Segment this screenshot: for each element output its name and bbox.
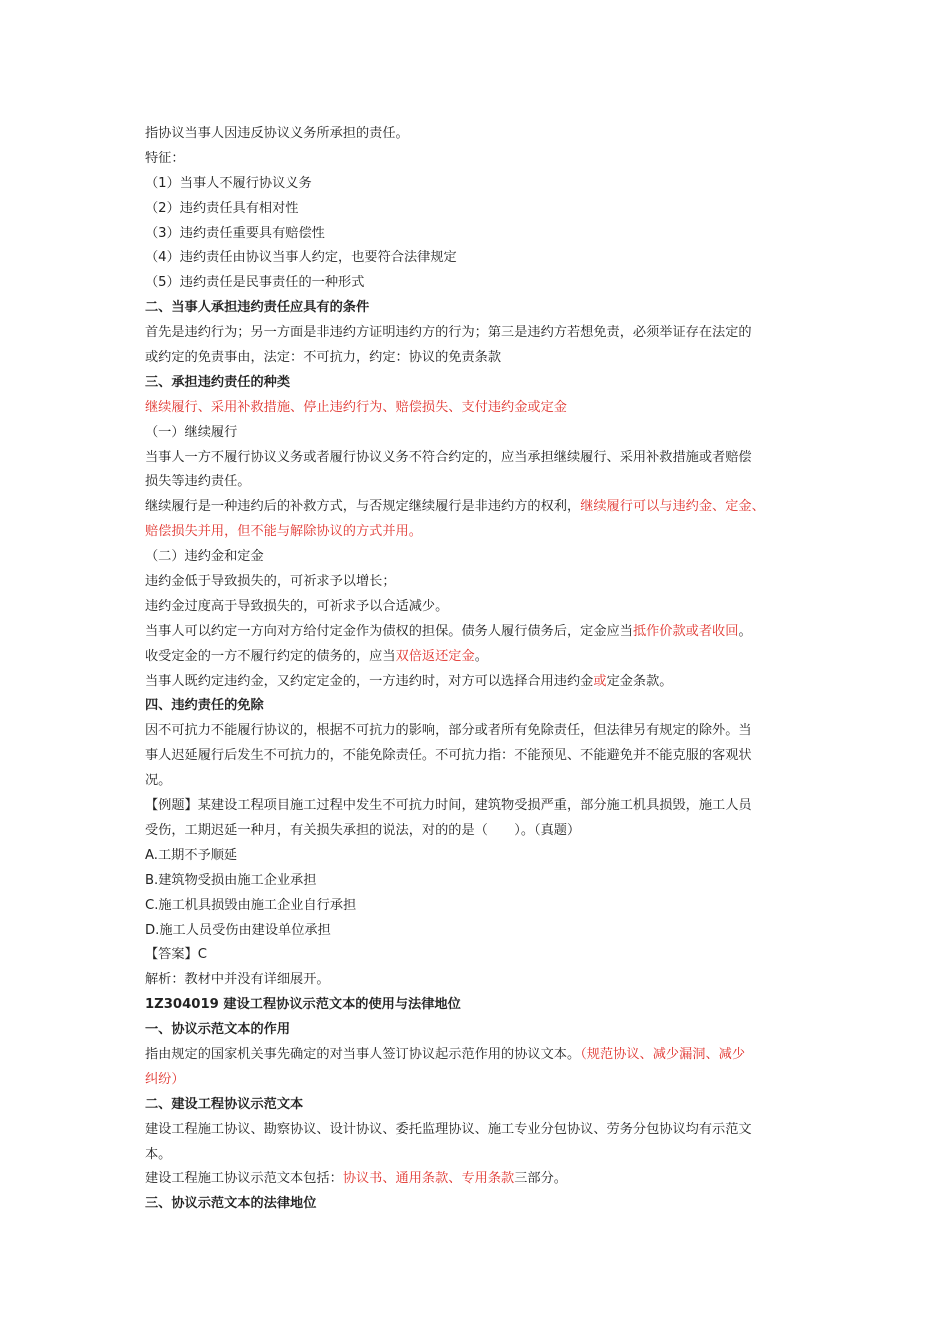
- paragraph: 首先是违约行为；另一方面是非违约方证明违约方的行为；第三是违约方若想免责，必须举证存在法定的: [145, 325, 752, 341]
- answer: 【答案】C: [145, 947, 207, 963]
- text-span: 当事人既约定违约金，又约定定金的，一方违约时，对方可以选择合用违约金: [145, 673, 594, 689]
- list-item: （5）违约责任是民事责任的一种形式: [145, 275, 365, 291]
- answer-option: A.工期不予顺延: [145, 847, 238, 863]
- list-item: （2）违约责任具有相对性: [145, 200, 299, 216]
- paragraph: 因不可抗力不能履行协议的，根据不可抗力的影响，部分或者所有免除责任，但法律另有规定的除外。当: [145, 723, 752, 739]
- answer-option: D.施工人员受伤由建设单位承担: [145, 922, 331, 938]
- subheading: （二）违约金和定金: [145, 549, 264, 565]
- text-span: 继续履行是一种违约后的补救方式，与否规定继续履行是非违约方的权利，: [145, 499, 581, 515]
- list-item: （3）违约责任重要具有赔偿性: [145, 225, 325, 241]
- section-heading: 四、违约责任的免除: [145, 698, 264, 714]
- text-span: 指由规定的国家机关事先确定的对当事人签订协议起示范作用的协议文本。: [145, 1046, 581, 1062]
- highlight-text: 继续履行可以与违约金、定金、: [580, 499, 765, 515]
- text-span: 。: [738, 623, 752, 639]
- paragraph: 违约金低于导致损失的，可祈求予以增长；: [145, 574, 396, 590]
- paragraph: [145, 1167, 825, 1192]
- section-heading: 三、协议示范文本的法律地位: [145, 1196, 317, 1212]
- explanation: 解析：教材中并没有详细展开。: [145, 972, 330, 988]
- text-span: 当事人可以约定一方向对方给付定金作为债权的担保。债务人履行债务后，定金应当: [145, 623, 633, 639]
- subheading: （一）继续履行: [145, 424, 238, 440]
- text-span: 定金条款。: [606, 673, 673, 689]
- paragraph: [145, 1043, 825, 1068]
- text-span: 收受定金的一方不履行约定的债务的，应当: [145, 648, 396, 664]
- paragraph: 本。: [145, 1146, 172, 1162]
- highlight-text: 赔偿损失并用，但不能与解除协议的方式并用。: [145, 524, 422, 540]
- answer-option: B.建筑物受损由施工企业承担: [145, 872, 317, 888]
- section-heading: 二、当事人承担违约责任应具有的条件: [145, 300, 370, 316]
- list-item: （4）违约责任由协议当事人约定，也要符合法律规定: [145, 250, 457, 266]
- text-span: 三部分。: [514, 1171, 567, 1187]
- paragraph: 损失等违约责任。: [145, 474, 251, 490]
- document-page: [145, 122, 825, 1217]
- section-heading: 二、建设工程协议示范文本: [145, 1096, 304, 1112]
- paragraph: 指协议当事人因违反协议义务所承担的责任。: [145, 126, 409, 141]
- highlight-text: 抵作价款或者收回: [632, 623, 739, 639]
- example-question: 【例题】某建设工程项目施工过程中发生不可抗力时间，建筑物受损严重，部分施工机具损毁，施工人员: [145, 798, 752, 814]
- paragraph: 建设工程施工协议、勘察协议、设计协议、委托监理协议、施工专业分包协议、劳务分包协议均有示范文: [145, 1121, 752, 1137]
- paragraph: [145, 495, 825, 520]
- paragraph: [145, 645, 825, 670]
- chapter-heading: 1Z304019 建设工程协议示范文本的使用与法律地位: [145, 997, 461, 1013]
- text-span: 建设工程施工协议示范文本包括：: [145, 1171, 343, 1187]
- paragraph: 况。: [145, 773, 172, 789]
- list-item: （1）当事人不履行协议义务: [145, 175, 312, 191]
- highlight-text: 或: [593, 673, 607, 689]
- highlight-text: 双倍返还定金: [395, 648, 475, 664]
- paragraph: 事人迟延履行后发生不可抗力的，不能免除责任。不可抗力指：不能预见、不能避免并不能克服的客观状: [145, 748, 752, 764]
- highlight-text: 纠纷）: [145, 1071, 185, 1087]
- text-span: 。: [474, 648, 488, 664]
- section-heading: 一、协议示范文本的作用: [145, 1022, 291, 1038]
- paragraph: 当事人一方不履行协议义务或者履行协议义务不符合约定的，应当承担继续履行、采用补救措施或者赔偿: [145, 449, 752, 465]
- paragraph: [145, 620, 825, 645]
- highlight-text: （规范协议、减少漏洞、减少: [580, 1046, 746, 1062]
- section-heading: 三、承担违约责任的种类: [145, 374, 291, 390]
- highlight-text: 协议书、通用条款、专用条款: [342, 1171, 515, 1187]
- paragraph: 特征：: [145, 150, 185, 166]
- paragraph: [145, 670, 825, 695]
- paragraph: 或约定的免责事由，法定：不可抗力，约定：协议的免责条款: [145, 350, 502, 366]
- highlight-text: 继续履行、采用补救措施、停止违约行为、赔偿损失、支付违约金或定金: [145, 399, 567, 415]
- answer-option: C.施工机具损毁由施工企业自行承担: [145, 897, 357, 913]
- paragraph: 违约金过度高于导致损失的，可祈求予以合适减少。: [145, 598, 449, 614]
- example-question: 受伤，工期迟延一种月，有关损失承担的说法，对的的是（ ）。（真题）: [145, 822, 581, 838]
